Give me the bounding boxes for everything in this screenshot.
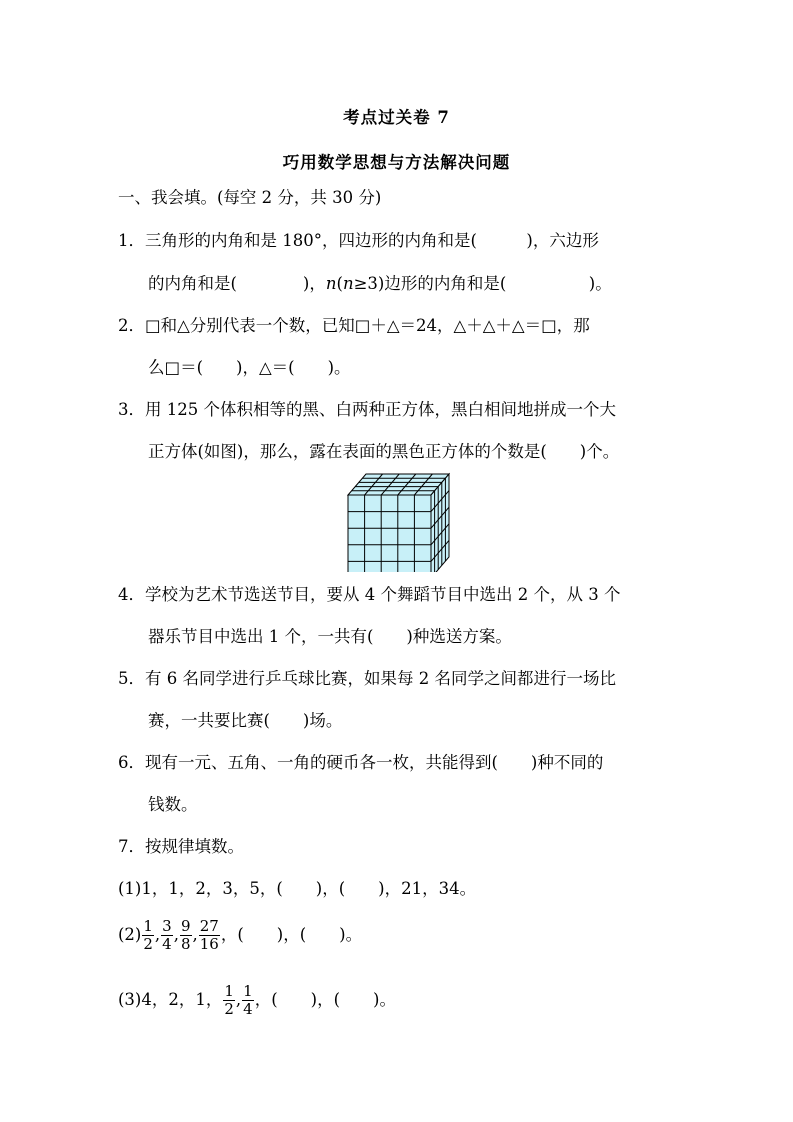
q7-sub3-label: (3)4，2，1， — [118, 990, 223, 1009]
fraction: $\frac{3}{4}$ — [162, 917, 172, 953]
question-3-line-1: 3．用 125 个体积相等的黑、白两种正方体，黑白相间地拼成一个大 — [118, 400, 616, 419]
page-subtitle: 巧用数学思想与方法解决问题 — [282, 153, 511, 172]
question-7-sub-2: (2) $\frac{1}{2}$ , $\frac{3}{4}$ , $\frac{9}{8}$ , $\frac{27}{16}$ ，( )，( )。 — [118, 917, 363, 953]
question-4-line-2: 器乐节目中选出 1 个，一共有( )种选送方案。 — [148, 627, 512, 646]
question-6-line-1: 6．现有一元、五角、一角的硬币各一枚，共能得到( )种不同的 — [118, 753, 604, 772]
question-5-line-2: 赛，一共要比赛( )场。 — [148, 711, 343, 730]
question-4-line-1: 4．学校为艺术节选送节目，要从 4 个舞蹈节目中选出 2 个，从 3 个 — [118, 585, 621, 604]
q1-text-b: ( — [336, 274, 343, 293]
q1-var-n-2: n — [342, 274, 354, 293]
q7-sub2-tail: ，( )，( )。 — [220, 925, 363, 944]
q1-text-a: 的内角和是( )， — [148, 274, 326, 293]
question-5-line-1: 5．有 6 名同学进行乒乓球比赛，如果每 2 名同学之间都进行一场比 — [118, 669, 616, 688]
fraction: $\frac{1}{2}$ — [224, 982, 234, 1018]
q7-sub2-label: (2) — [118, 925, 142, 944]
cube-figure — [346, 472, 450, 576]
cube-illustration — [346, 472, 450, 572]
q1-text-c: ≥3)边形的内角和是( )。 — [353, 274, 612, 293]
question-1-line-1: 1．三角形的内角和是 180°，四边形的内角和是( )，六边形 — [118, 231, 599, 250]
question-2-line-2: 么□＝( )，△＝( )。 — [148, 358, 351, 377]
question-7-sub-1: (1)1，1，2，3，5，( )，( )，21，34。 — [118, 879, 477, 898]
q7-sub3-tail: ，( )，( )。 — [254, 990, 396, 1009]
fraction: $\frac{9}{8}$ — [180, 917, 191, 953]
fraction: $\frac{1}{4}$ — [243, 982, 253, 1018]
page-title: 考点过关卷 7 — [343, 108, 450, 127]
fraction: $\frac{27}{16}$ — [199, 917, 219, 953]
question-7-line-1: 7．按规律填数。 — [118, 837, 244, 856]
fraction: $\frac{1}{2}$ — [143, 917, 153, 953]
cube-front-face — [348, 495, 431, 572]
question-6-line-2: 钱数。 — [148, 795, 198, 814]
question-1-line-2 — [148, 272, 612, 296]
section-heading: 一、我会填。(每空 2 分，共 30 分) — [118, 188, 382, 207]
question-2-line-1: 2．□和△分别代表一个数，已知□＋△＝24，△＋△＋△＝□，那 — [118, 316, 590, 335]
question-7-sub-3: (3)4，2，1， $\frac{1}{2}$ , $\frac{1}{4}$ ，( )，( )。 — [118, 982, 396, 1018]
question-3-line-2: 正方体(如图)，那么，露在表面的黑色正方体的个数是( )个。 — [148, 442, 620, 461]
q1-var-n: n — [325, 274, 337, 293]
